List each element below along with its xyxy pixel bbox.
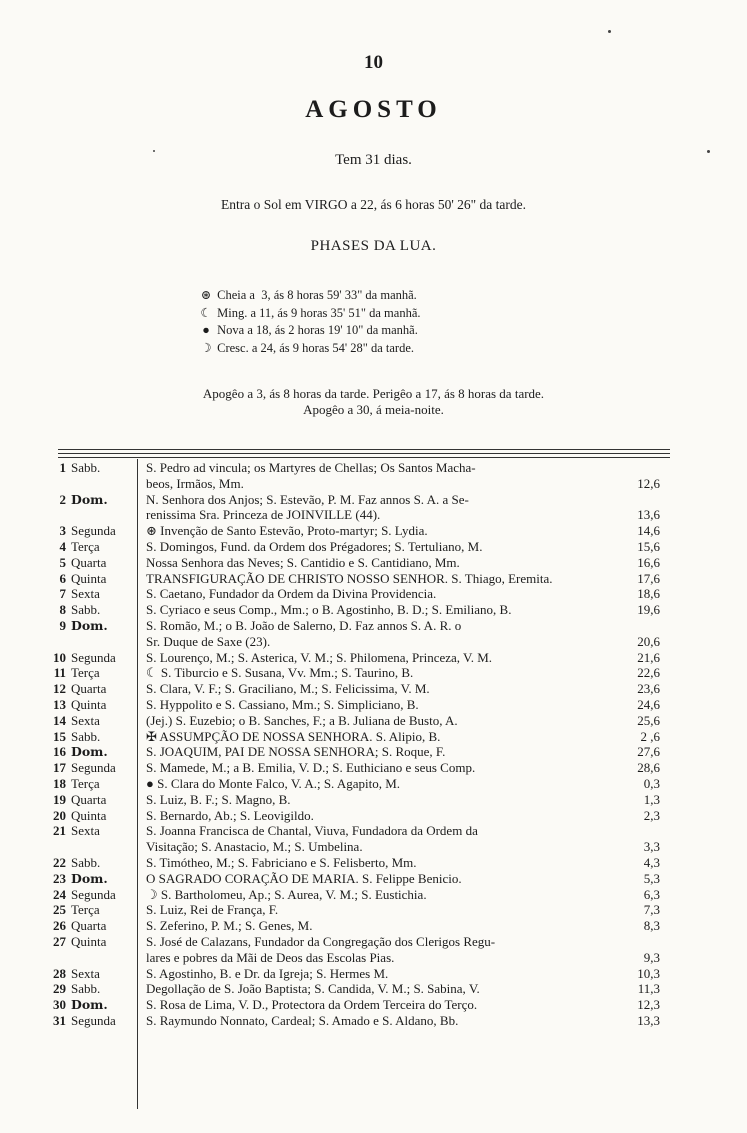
day-description (137, 618, 660, 650)
day-number: 25 (53, 902, 66, 918)
calendar-day-row (40, 571, 660, 587)
description-line: S. José de Calazans, Fundador da Congregação dos Clerigos Regu- (146, 933, 496, 949)
description-line: N. Senhora dos Anjos; S. Estevão, P. M. Faz annos S. A. a Se- (146, 491, 469, 507)
day-number: 9 (59, 617, 66, 633)
day-description (137, 934, 660, 966)
tide-hour: 3,3 (643, 839, 660, 855)
calendar-day-row (40, 586, 660, 602)
day-description (137, 729, 660, 745)
weekday: Quarta (71, 681, 107, 697)
tide-hour: 18,6 (637, 586, 660, 602)
day-description (137, 744, 660, 760)
description-line (146, 902, 660, 918)
description-line (146, 713, 660, 729)
day-description (137, 681, 660, 697)
weekday: Segunda (71, 760, 116, 776)
calendar-day-row (40, 760, 660, 776)
description-line (146, 586, 660, 602)
description-line (146, 918, 660, 934)
description-line (146, 697, 660, 713)
description-text: (Jej.) S. Euzebio; o B. Sanches, F.; a B. Juliana de Busto, A. (146, 712, 458, 728)
day-number: 13 (53, 696, 66, 712)
calendar-day-row (40, 871, 660, 887)
day-number: 19 (53, 791, 66, 807)
day-number: 3 (59, 523, 66, 539)
description-text: S. Cyriaco e seus Comp., Mm.; o B. Agostinho, B. D.; S. Emiliano, B. (146, 602, 512, 618)
waning-moon-icon: ☾ (200, 305, 212, 320)
month-title: AGOSTO (305, 96, 442, 123)
description-text: S. Mamede, M.; a B. Emilia, V. D.; S. Euthiciano e seus Comp. (146, 760, 476, 776)
description-text: ⊛ Invenção de Santo Estevão, Proto-martyr; S. Lydia. (146, 523, 428, 539)
weekday: Sabb. (71, 981, 101, 997)
paper-speck (707, 150, 710, 153)
description-line (146, 650, 660, 666)
weekday: Quarta (71, 918, 107, 934)
day-description (137, 966, 660, 982)
calendar-day-row (40, 776, 660, 792)
description-text: S. Luiz, B. F.; S. Magno, B. (146, 791, 291, 807)
day-number: 28 (53, 965, 66, 981)
calendar-day-row (40, 981, 660, 997)
description-text: ● S. Clara do Monte Falco, V. A.; S. Agapito, M. (146, 775, 401, 791)
day-description (137, 887, 660, 903)
moon-phase-text: Ming. a 11, ás 9 horas 35' 51" da manhã. (217, 305, 421, 320)
calendar-day-row (40, 697, 660, 713)
day-number: 14 (53, 712, 66, 728)
day-description (137, 981, 660, 997)
description-text: Sr. Duque de Saxe (23). (146, 633, 271, 649)
description-line: S. Joanna Francisca de Chantal, Viuva, Fundadora da Ordem da (146, 823, 478, 839)
calendar-day-row (40, 602, 660, 618)
tide-hour: 6,3 (643, 886, 660, 902)
description-text: S. Rosa de Lima, V. D., Protectora da Ordem Terceira do Terço. (146, 997, 478, 1013)
calendar-day-row (40, 792, 660, 808)
calendar-day-row (40, 650, 660, 666)
description-text: S. Caetano, Fundador da Ordem da Divina Providencia. (146, 586, 437, 602)
description-text: S. Lourenço, M.; S. Asterica, V. M.; S. Philomena, Princeza, V. M. (146, 649, 493, 665)
tide-hour: 16,6 (637, 554, 660, 570)
day-number: 2 (59, 491, 66, 507)
description-text: S. Agostinho, B. e Dr. da Igreja; S. Hermes M. (146, 965, 389, 981)
calendar-day-row (40, 618, 660, 650)
weekday: Terça (71, 665, 100, 681)
day-description (137, 555, 660, 571)
moon-phases-list (198, 287, 421, 357)
day-description (137, 823, 660, 855)
calendar-day-row (40, 887, 660, 903)
description-line (146, 744, 660, 760)
calendar-day-row (40, 966, 660, 982)
tide-hour: 17,6 (637, 570, 660, 586)
day-description (137, 460, 660, 492)
tide-hour: 20,6 (637, 633, 660, 649)
day-number: 30 (53, 997, 66, 1013)
tide-hour: 27,6 (637, 744, 660, 760)
description-text: Visitação; S. Anastacio, M.; S. Umbelina. (146, 839, 363, 855)
saints-calendar-table (40, 460, 660, 1029)
description-text: Degollação de S. João Baptista; S. Candida, V. M.; S. Sabina, V. (146, 981, 480, 997)
description-text: ✠ ASSUMPÇÃO DE NOSSA SENHORA. S. Alipio, B. (146, 728, 441, 744)
weekday: Terça (71, 775, 100, 791)
tide-hour: 13,6 (637, 507, 660, 523)
calendar-day-row (40, 997, 660, 1013)
description-line (146, 997, 660, 1013)
day-number: 17 (53, 760, 66, 776)
weekday: Sexta (71, 586, 100, 602)
tide-hour: 14,6 (637, 523, 660, 539)
tide-hour: 22,6 (637, 665, 660, 681)
weekday: Sexta (71, 965, 100, 981)
moon-phase-row (198, 340, 421, 358)
day-description (137, 571, 660, 587)
moon-phase-row (198, 287, 421, 305)
day-number: 16 (53, 744, 66, 760)
tide-hour: 2 ,6 (640, 728, 660, 744)
description-line (146, 981, 660, 997)
calendar-day-row (40, 918, 660, 934)
description-line: S. Pedro ad vincula; os Martyres de Chellas; Os Santos Macha- (146, 460, 476, 475)
tide-hour: 7,3 (643, 902, 660, 918)
description-line (146, 887, 660, 903)
day-number: 8 (59, 602, 66, 618)
description-line (146, 776, 660, 792)
day-number: 11 (53, 665, 66, 681)
weekday: Segunda (71, 1012, 116, 1028)
day-number: 27 (53, 933, 66, 949)
tide-hour: 25,6 (637, 712, 660, 728)
description-line (146, 855, 660, 871)
weekday: Sabb. (71, 460, 101, 475)
weekday: Dom. (71, 491, 108, 507)
calendar-day-row (40, 460, 660, 492)
tide-hour: 13,3 (637, 1012, 660, 1028)
tide-hour: 11,3 (637, 981, 660, 997)
moon-phase-text: Cresc. a 24, ás 9 horas 54' 28" da tarde. (217, 340, 415, 355)
day-number: 6 (59, 570, 66, 586)
waxing-moon-icon: ☽ (200, 340, 212, 355)
tide-hour: 9,3 (643, 949, 660, 965)
tide-hour: 15,6 (637, 538, 660, 554)
day-description (137, 808, 660, 824)
weekday: Sexta (71, 823, 100, 839)
description-text: renissima Sra. Princeza de JOINVILLE (44). (146, 507, 381, 523)
weekday: Terça (71, 538, 100, 554)
apogee-line-2: Apogêo a 30, á meia-noite. (303, 402, 444, 417)
calendar-day-row (40, 823, 660, 855)
day-description (137, 586, 660, 602)
day-number: 12 (53, 681, 66, 697)
day-number: 24 (53, 886, 66, 902)
phases-title: PHASES DA LUA. (310, 238, 437, 254)
description-line (146, 950, 660, 966)
description-line (146, 839, 660, 855)
description-text: S. Bernardo, Ab.; S. Leovigildo. (146, 807, 314, 823)
description-text: S. Timótheo, M.; S. Fabriciano e S. Felisberto, Mm. (146, 854, 417, 870)
day-description (137, 539, 660, 555)
tide-hour: 12,3 (637, 997, 660, 1013)
weekday: Segunda (71, 886, 116, 902)
day-number: 23 (53, 870, 66, 886)
page-number: 10 (364, 52, 383, 73)
description-line (146, 792, 660, 808)
weekday: Dom. (71, 870, 108, 886)
tide-hour: 8,3 (643, 918, 660, 934)
weekday: Quarta (71, 791, 107, 807)
day-description (137, 665, 660, 681)
day-description (137, 492, 660, 524)
weekday: Quinta (71, 933, 107, 949)
calendar-day-row (40, 665, 660, 681)
tide-hour: 28,6 (637, 760, 660, 776)
calendar-day-row (40, 808, 660, 824)
day-description (137, 523, 660, 539)
weekday: Quarta (71, 554, 107, 570)
paper-speck (608, 30, 611, 33)
description-line (146, 476, 660, 492)
table-rule-middle (58, 453, 670, 454)
tide-hour: 2,3 (643, 807, 660, 823)
tide-hour: 1,3 (643, 791, 660, 807)
calendar-day-row (40, 539, 660, 555)
day-description (137, 855, 660, 871)
day-description (137, 918, 660, 934)
description-text: S. Clara, V. F.; S. Graciliano, M.; S. Felicissima, V. M. (146, 681, 430, 697)
weekday: Segunda (71, 649, 116, 665)
weekday: Sexta (71, 712, 100, 728)
weekday: Dom. (71, 744, 108, 760)
calendar-day-row (40, 713, 660, 729)
description-text: lares e pobres da Mãi de Deos das Escolas Pias. (146, 949, 395, 965)
description-text: S. Hyppolito e S. Cassiano, Mm.; S. Simpliciano, B. (146, 696, 419, 712)
moon-phase-text: Cheia a 3, ás 8 horas 59' 33" da manhã. (217, 288, 417, 302)
weekday: Quinta (71, 570, 107, 586)
day-number: 29 (53, 981, 66, 997)
tide-hour: 24,6 (637, 696, 660, 712)
day-description (137, 902, 660, 918)
tide-hour: 23,6 (637, 681, 660, 697)
new-moon-icon: ● (202, 323, 210, 337)
calendar-day-row (40, 729, 660, 745)
day-description (137, 792, 660, 808)
day-number: 21 (53, 823, 66, 839)
description-line (146, 871, 660, 887)
calendar-day-row (40, 855, 660, 871)
description-line (146, 602, 660, 618)
weekday: Sabb. (71, 728, 101, 744)
description-line (146, 681, 660, 697)
sun-entry: Entra o Sol em VIRGO a 22, ás 6 horas 50' 26" da tarde. (220, 197, 526, 212)
calendar-day-row (40, 523, 660, 539)
table-rule-top (58, 449, 670, 450)
weekday: Sabb. (71, 602, 101, 618)
tide-hour: 12,6 (637, 475, 660, 491)
full-moon-icon: ⊛ (200, 288, 212, 302)
calendar-day-row (40, 555, 660, 571)
day-description (137, 997, 660, 1013)
tide-hour: 0,3 (643, 775, 660, 791)
description-text: O SAGRADO CORAÇÃO DE MARIA. S. Felippe Benicio. (146, 870, 462, 886)
calendar-day-row (40, 902, 660, 918)
description-line (146, 507, 660, 523)
weekday: Quinta (71, 696, 107, 712)
calendar-day-row (40, 492, 660, 524)
calendar-day-row (40, 934, 660, 966)
day-description (137, 760, 660, 776)
day-number: 22 (53, 854, 66, 870)
weekday: Quinta (71, 807, 107, 823)
description-text: S. Zeferino, P. M.; S. Genes, M. (146, 918, 313, 934)
tide-hour: 4,3 (643, 854, 660, 870)
moon-phase-text: Nova a 18, ás 2 horas 19' 10" da manhã. (217, 323, 418, 337)
table-rule-bottom (58, 457, 670, 458)
day-number: 15 (53, 728, 66, 744)
days-count: Tem 31 dias. (335, 152, 412, 168)
day-number: 18 (53, 775, 66, 791)
day-description (137, 650, 660, 666)
description-line (146, 539, 660, 555)
day-number: 7 (59, 586, 66, 602)
moon-phase-row (198, 305, 421, 323)
description-line (146, 808, 660, 824)
day-description (137, 871, 660, 887)
tide-hour: 19,6 (637, 602, 660, 618)
description-text: S. Domingos, Fund. da Ordem dos Prégadores; S. Tertuliano, M. (146, 538, 483, 554)
day-number: 20 (53, 807, 66, 823)
description-text: TRANSFIGURAÇÃO DE CHRISTO NOSSO SENHOR. S. Thiago, Eremita. (146, 570, 553, 586)
day-number: 10 (53, 649, 66, 665)
tide-hour: 10,3 (637, 965, 660, 981)
description-line: S. Romão, M.; o B. João de Salerno, D. Faz annos S. A. R. o (146, 617, 462, 633)
description-line (146, 523, 660, 539)
description-text: Nossa Senhora das Neves; S. Cantidio e S. Cantidiano, Mm. (146, 554, 460, 570)
description-text: ☽ S. Bartholomeu, Ap.; S. Aurea, V. M.; S. Eustichia. (146, 886, 427, 902)
tide-hour: 5,3 (643, 870, 660, 886)
weekday: Terça (71, 902, 100, 918)
calendar-day-row (40, 681, 660, 697)
day-description (137, 713, 660, 729)
day-number: 1 (59, 460, 66, 475)
moon-phase-row (198, 322, 421, 340)
day-description (137, 697, 660, 713)
description-line (146, 966, 660, 982)
day-number: 26 (53, 918, 66, 934)
day-description (137, 1013, 660, 1029)
weekday: Dom. (71, 617, 108, 633)
description-line (146, 571, 660, 587)
description-text: ☾ S. Tiburcio e S. Susana, Vv. Mm.; S. Taurino, B. (146, 665, 414, 681)
description-line (146, 729, 660, 745)
description-line (146, 555, 660, 571)
description-line (146, 665, 660, 681)
day-description (137, 602, 660, 618)
apogee-line-1: Apogêo a 3, ás 8 horas da tarde. Perigêo a 17, ás 8 horas da tarde. (202, 386, 545, 401)
description-text: S. Luiz, Rei de França, F. (146, 902, 279, 918)
day-description (137, 776, 660, 792)
description-text: beos, Irmãos, Mm. (146, 475, 244, 491)
description-line (146, 634, 660, 650)
calendar-day-row (40, 744, 660, 760)
tide-hour: 21,6 (637, 649, 660, 665)
description-text: S. JOAQUIM, PAI DE NOSSA SENHORA; S. Roque, F. (146, 744, 446, 760)
description-line (146, 1013, 660, 1029)
description-text: S. Raymundo Nonnato, Cardeal; S. Amado e S. Aldano, Bb. (146, 1012, 459, 1028)
day-number: 5 (59, 554, 66, 570)
paper-speck (153, 150, 155, 152)
calendar-day-row (40, 1013, 660, 1029)
weekday: Segunda (71, 523, 116, 539)
description-line (146, 760, 660, 776)
day-number: 31 (53, 1012, 66, 1028)
weekday: Dom. (71, 997, 108, 1013)
day-number: 4 (59, 538, 66, 554)
weekday: Sabb. (71, 854, 101, 870)
